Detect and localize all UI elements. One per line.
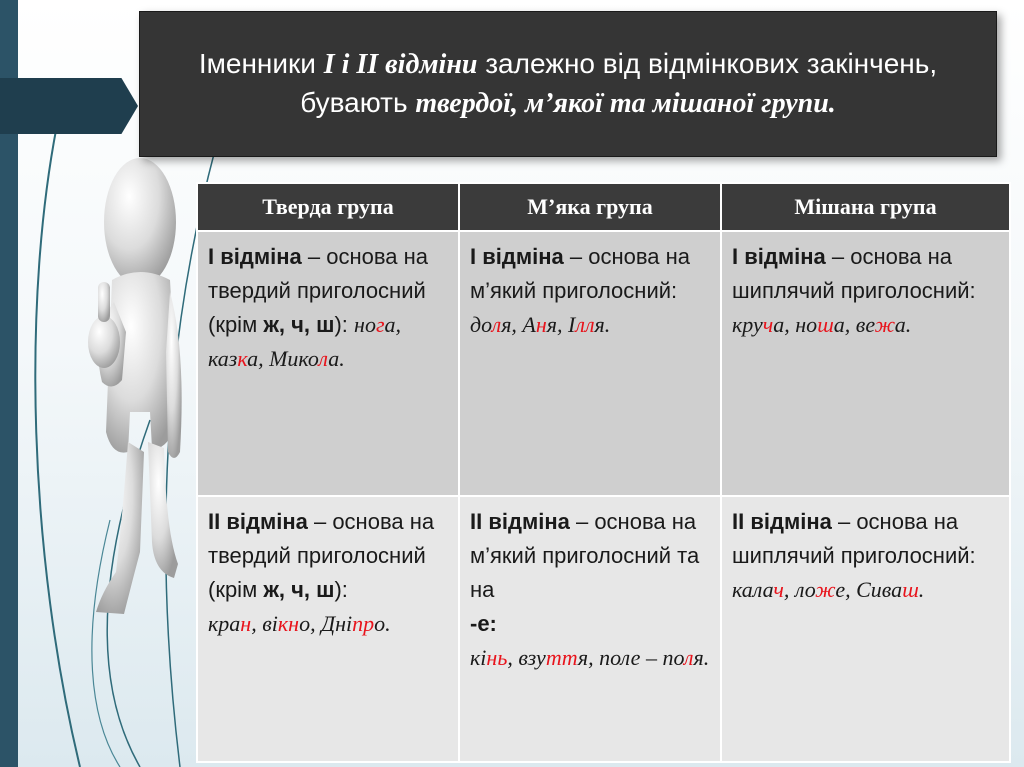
example-word: вікно — [262, 611, 311, 636]
highlighted-consonant: ч — [762, 312, 774, 337]
highlighted-consonant: нь — [486, 645, 508, 670]
example-word: ложе — [794, 577, 846, 602]
highlighted-consonant: л — [683, 645, 694, 670]
cell-hard-first-declension: I відміна – основа на твердий приголосний (крім ж, ч, ш): нога, казка, Микола. — [197, 231, 459, 496]
example-word: ноша — [795, 312, 845, 337]
example-word: кінь — [470, 645, 508, 670]
example-word: нога — [354, 312, 396, 337]
highlighted-consonant: н — [535, 312, 547, 337]
example-word: доля — [470, 312, 512, 337]
highlighted-consonant: ш — [817, 312, 834, 337]
example-word: вежа — [855, 312, 906, 337]
table-row — [197, 231, 1010, 496]
highlighted-consonant: пр — [352, 611, 375, 636]
highlighted-consonant: ч — [773, 577, 784, 602]
example-word: калач — [732, 577, 784, 602]
title-box — [139, 11, 997, 157]
noun-groups-table — [196, 182, 1011, 763]
highlighted-consonant: л — [491, 312, 502, 337]
highlighted-consonant: лл — [575, 312, 595, 337]
examples: кінь, взуття, поле – поля. — [470, 645, 710, 670]
highlighted-consonant: кн — [277, 611, 300, 636]
header-soft-group: М’яка група — [459, 183, 721, 231]
arrow-tab-shape — [0, 78, 138, 134]
example-word: поле — [599, 645, 641, 670]
highlighted-consonant: л — [318, 346, 329, 371]
example-word: круча — [732, 312, 785, 337]
table-header-row — [197, 183, 1010, 231]
example-word: Сиваш — [856, 577, 919, 602]
cell-soft-first-declension: I відміна – основа на м’який приголосний: доля, Аня, Ілля. — [459, 231, 721, 496]
highlighted-consonant: ш — [902, 577, 919, 602]
header-mixed-group: Мішана група — [721, 183, 1010, 231]
cell-soft-second-declension: II відміна – основа на м’який приголосний та на -е: кінь, взуття, поле – поля. — [459, 496, 721, 762]
table-row — [197, 496, 1010, 762]
examples: кран, вікно, Дніпро. — [208, 611, 391, 636]
thumbs-up-figure-icon — [82, 152, 192, 622]
highlighted-consonant: ж — [815, 577, 836, 602]
cell-mixed-second-declension: II відміна – основа на шиплячий приголосний: калач, ложе, Сиваш. — [721, 496, 1010, 762]
example-word: Аня — [522, 312, 558, 337]
highlighted-consonant: ж — [874, 312, 895, 337]
cell-mixed-first-declension: I відміна – основа на шиплячий приголосний: круча, ноша, вежа. — [721, 231, 1010, 496]
example-word: казка — [208, 346, 259, 371]
highlighted-consonant: н — [240, 611, 252, 636]
example-word: Дніпро — [321, 611, 386, 636]
slide-title: Іменники I і II відміни залежно від відмінкових закінчень, бувають твердої, м’якої та мішаної групи. — [198, 48, 938, 119]
highlighted-consonant: тт — [545, 645, 578, 670]
highlighted-consonant: к — [237, 346, 248, 371]
example-word: кран — [208, 611, 252, 636]
highlighted-consonant: г — [375, 312, 385, 337]
examples: круча, ноша, вежа. — [732, 312, 912, 337]
example-word: взуття — [518, 645, 589, 670]
example-word: Ілля — [568, 312, 605, 337]
cell-hard-second-declension: II відміна – основа на твердий приголосний (крім ж, ч, ш): кран, вікно, Дніпро. — [197, 496, 459, 762]
examples: нога, казка, Микола. — [208, 312, 402, 371]
examples: доля, Аня, Ілля. — [470, 312, 611, 337]
example-word: поля — [662, 645, 704, 670]
example-word: Микола — [269, 346, 340, 371]
examples: калач, ложе, Сиваш. — [732, 577, 925, 602]
header-hard-group: Тверда група — [197, 183, 459, 231]
